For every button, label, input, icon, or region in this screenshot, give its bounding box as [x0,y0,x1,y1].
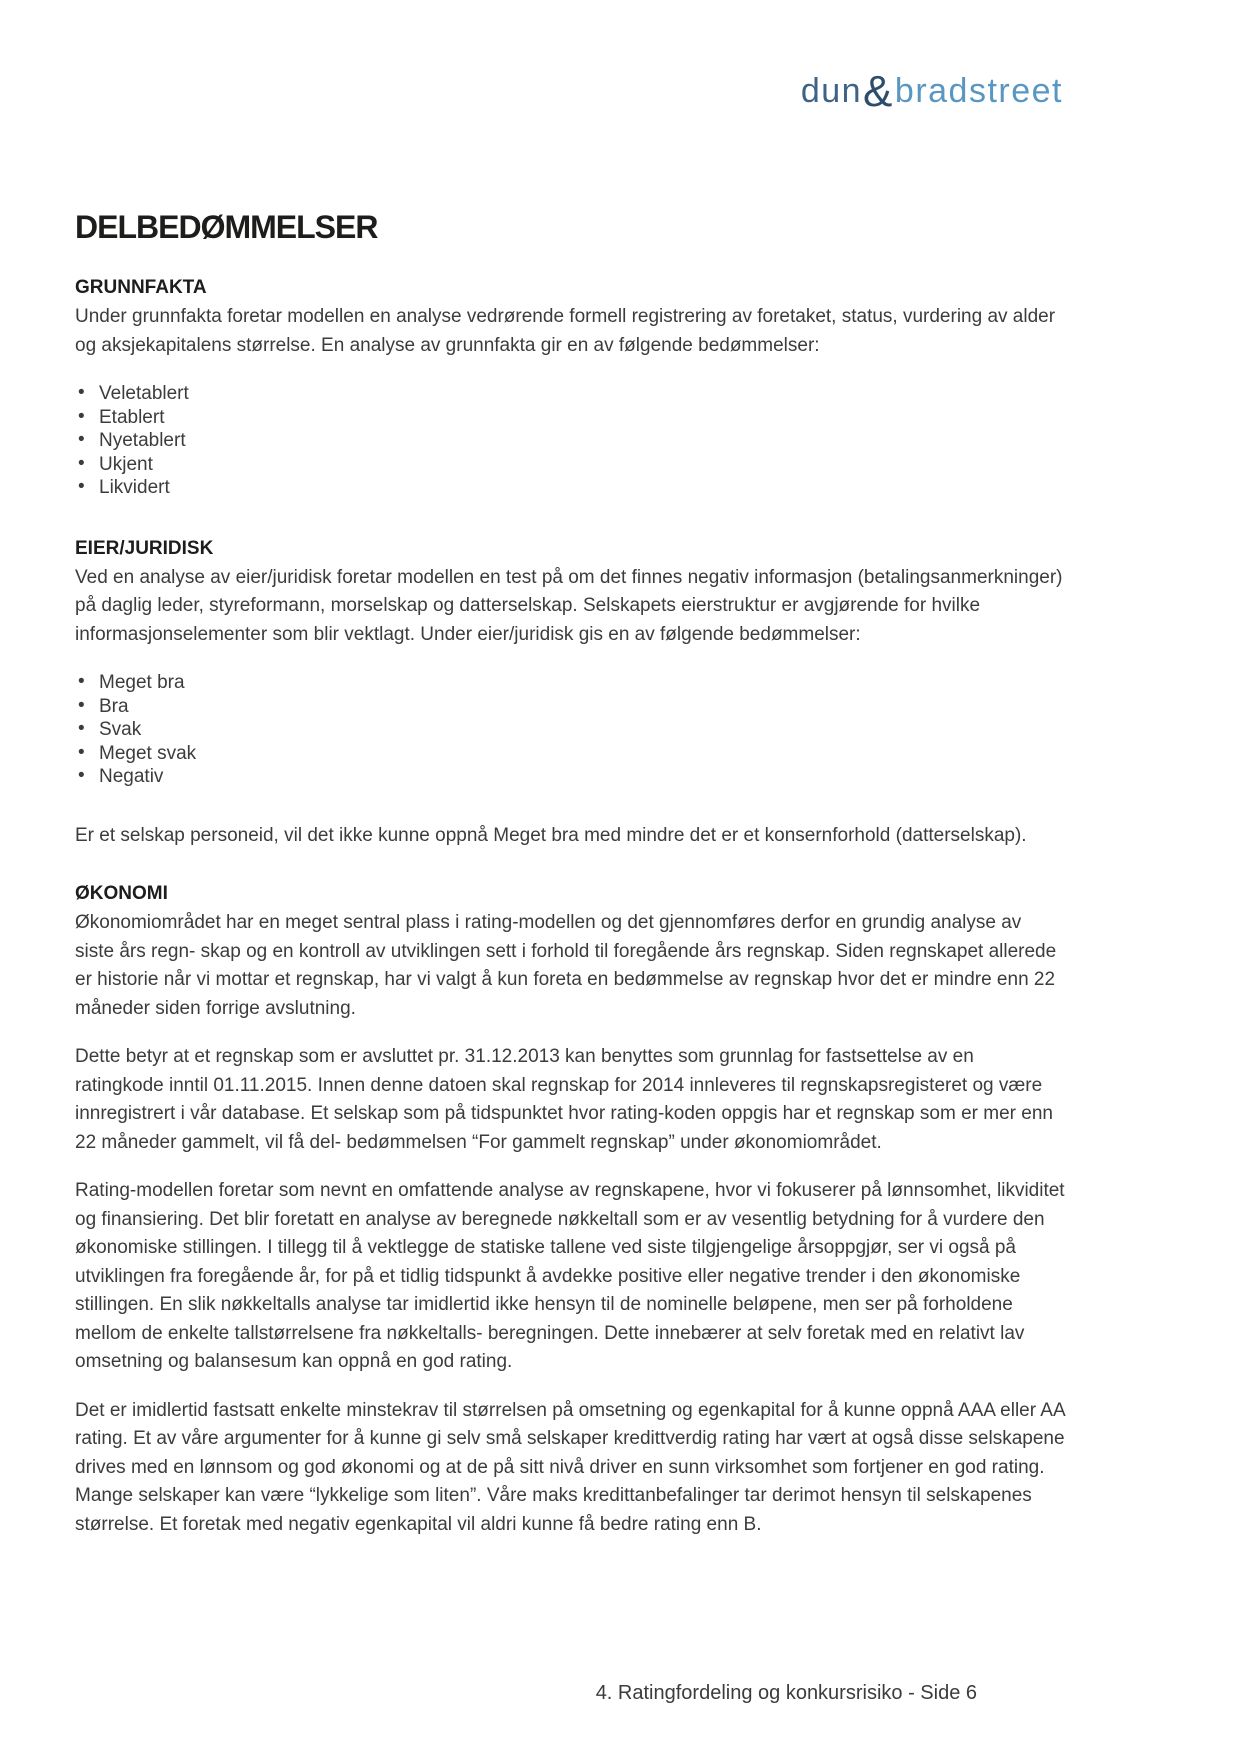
paragraph: Under grunnfakta foretar modellen en analyse vedrørende formell registrering av foretaket, status, vurdering av alder og aksjekapitalens størrelse. En analyse av grunnfakta gir en av følgende bedømmelser: [75,306,1056,356]
section-heading: EIER/JURIDISK [75,537,214,559]
list-item: • Likvidert [77,476,1138,500]
page-footer: 4. Ratingfordeling og konkursrisiko - Side 6 [595,1682,977,1704]
bullet-list [77,671,1138,789]
section-grunnfakta [75,277,1138,500]
paragraph: Dette betyr at et regnskap som er avsluttet pr. 31.12.2013 kan benyttes som grunnlag for fastsettelse av en ratingkode inntil 01.11.2015. Innen denne datoen skal regnskap for 2014 innleveres til regnskapsregisteret og være innregistrert i vår database. Et selskap som på tidspunktet hvor rating-koden oppgis har et regnskap som er mer enn 22 måneder gammelt, vil få del- bedømmelsen “For gammelt regnskap” under økonomiområdet. [75,1046,1053,1153]
paragraph: Ved en analyse av eier/juridisk foretar modellen en test på om det finnes negativ informasjon (betalingsanmerkninger) på daglig leder, styreformann, morselskap og datterselskap. Selskapets eierstruktur er avgjørende for hvilke informasjonselementer som blir vektlagt. Under eier/juridisk gis en av følgende bedømmelser: [75,566,1063,645]
list-item: • Negativ [77,765,1138,789]
page-title: DELBEDØMMELSER [75,209,378,245]
list-item: • Bra [77,695,1138,719]
logo-text-dun: dun [800,72,863,110]
bullet-list [77,382,1138,500]
list-item: • Veletablert [77,382,1138,406]
paragraph: Økonomiområdet har en meget sentral plass i rating-modellen og det gjennomføres derfor en grundig analyse av siste års regn- skap og en kontroll av utviklingen sett i forhold til foregående års regnskap. Siden regnskapet allerede er historie når vi mottar et regnskap, har vi valgt å kun foreta en bedømmelse av regnskap hvor det er mindre enn 22 måneder siden forrige avslutning. [75,912,1057,1019]
logo-text-bradstreet: bradstreet [894,72,1063,110]
list-item: • Ukjent [77,453,1138,477]
list-item: • Nyetablert [77,429,1138,453]
list-item: • Meget svak [77,742,1138,766]
list-item: • Svak [77,718,1138,742]
section-heading: GRUNNFAKTA [75,277,207,298]
list-item: • Meget bra [77,671,1138,695]
section-heading: ØKONOMI [75,883,168,904]
section-okonomi [75,883,1138,1539]
section-eier-juridisk [75,538,1138,851]
list-item: • Etablert [77,406,1138,430]
dun-bradstreet-logo [800,67,1063,116]
logo-ampersand-icon: & [863,67,894,116]
paragraph: Det er imidlertid fastsatt enkelte minstekrav til størrelsen på omsetning og egenkapital for å kunne oppnå AAA eller AA rating. Et av våre argumenter for å kunne gi selv små selskaper kredittverdig rating har vært at også disse selskapene drives med en lønnsom og god økonomi og at de på sitt nivå driver en sunn virksomhet som fortjener en god rating. Mange selskaper kan være “lykkelige som liten”. Våre maks kredittanbefalinger tar derimot hensyn til selskapenes størrelse. Et foretak med negativ egenkapital vil aldri kunne få bedre rating enn B. [75,1399,1065,1535]
paragraph: Rating-modellen foretar som nevnt en omfattende analyse av regnskapene, hvor vi fokuserer på lønnsomhet, likviditet og finansiering. Det blir foretatt en analyse av beregnede nøkkeltall som er av vesentlig betydning for å vurdere den økonomiske stillingen. I tillegg til å vektlegge de statiske tallene ved siste tilgjengelige årsoppgjør, ser vi også på utviklingen fra foregående år, for på et tidlig tidspunkt å avdekke positive eller negative trender i den økonomiske stillingen. En slik nøkkeltalls analyse tar imidlertid ikke hensyn til de nominelle beløpene, men ser på forholdene mellom de enkelte tallstørrelsene fra nøkkeltalls- beregningen. Dette innebærer at selv foretak med en relativt lav omsetning og balansesum kan oppnå en god rating. [75,1180,1065,1372]
note-paragraph: Er et selskap personeid, vil det ikke kunne oppnå Meget bra med mindre det er et konsernforhold (datterselskap). [75,824,1027,846]
